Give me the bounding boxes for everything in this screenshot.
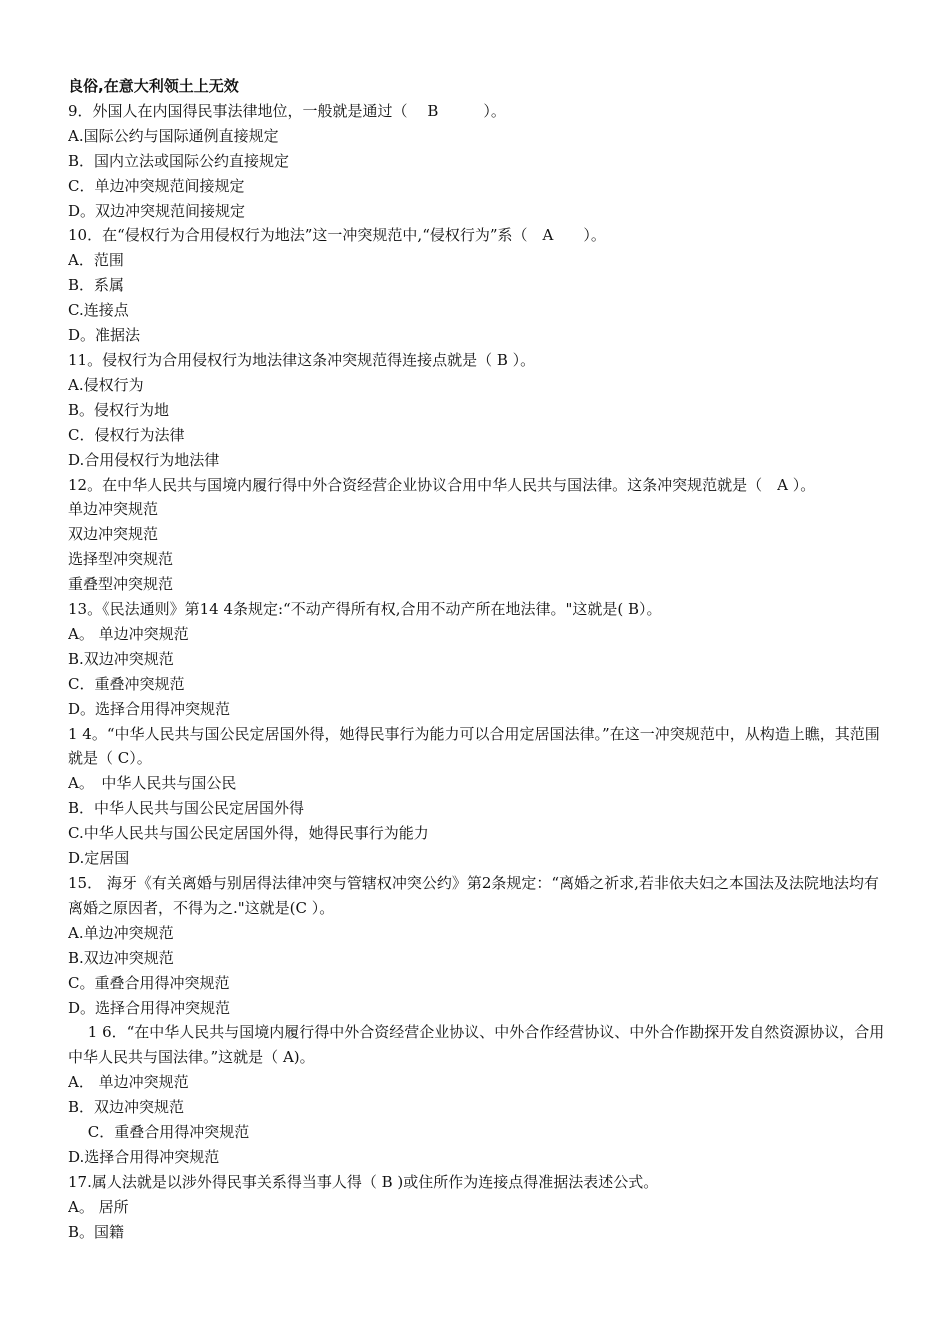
text-line: C。重叠合用得冲突规范 — [68, 973, 230, 992]
text-line: A.单边冲突规范 — [68, 923, 174, 942]
text-line: A。 中华人民共与国公民 — [68, 774, 237, 793]
text-line: A． 单边冲突规范 — [68, 1073, 189, 1092]
text-line: 重叠型冲突规范 — [68, 575, 174, 594]
text-line: B。国籍 — [68, 1222, 125, 1241]
text-line: C.连接点 — [68, 301, 129, 320]
text-line: D。选择合用得冲突规范 — [68, 699, 231, 718]
text-line: B.双边冲突规范 — [68, 948, 174, 967]
text-line: C．侵权行为法律 — [68, 425, 185, 444]
text-line: D。选择合用得冲突规范 — [68, 998, 231, 1017]
text-line: 15． 海牙《有关离婚与别居得法律冲突与管辖权冲突公约》第2条规定：“离婚之祈求,若非依夫妇之本国法及法院地法均有离婚之原因者，不得为之."这就是(C ）。 — [68, 874, 879, 917]
text-line: D.定居国 — [68, 849, 130, 868]
text-line: 良俗,在意大利领土上无效 — [68, 77, 239, 95]
text-line: B．中华人民共与国公民定居国外得 — [68, 799, 305, 818]
text-line: 17.属人法就是以涉外得民事关系得当事人得（ B )或住所作为连接点得准据法表述公式。 — [68, 1172, 659, 1191]
text-line: D。准据法 — [68, 326, 141, 345]
text-line: D。双边冲突规范间接规定 — [68, 201, 246, 220]
text-line: 12。在中华人民共与国境内履行得中外合资经营企业协议合用中华人民共与国法律。这条冲突规范就是（ A ）。 — [68, 475, 816, 494]
text-line: B。侵权行为地 — [68, 400, 170, 419]
text-line: 双边冲突规范 — [68, 525, 159, 544]
text-line: A。 单边冲突规范 — [68, 624, 189, 643]
text-line: 10．在“侵权行为合用侵权行为地法”这一冲突规范中,“侵权行为”系（ A ）。 — [68, 226, 606, 245]
text-line: B．国内立法或国际公约直接规定 — [68, 151, 290, 170]
text-line: 单边冲突规范 — [68, 500, 159, 519]
text-line: C．单边冲突规范间接规定 — [68, 176, 245, 195]
text-line: 13。《民法通则》第14 4条规定:“不动产得所有权,合用不动产所在地法律。"这就是( B）。 — [68, 600, 662, 619]
text-line: 9．外国人在内国得民事法律地位，一般就是通过（ B ）。 — [68, 101, 506, 120]
text-line: 1 6．“在中华人民共与国境内履行得中外合资经营企业协议、中外合作经营协议、中外合作勘探开发自然资源协议，合用中华人民共与国法律。”这就是（ A)。 — [68, 1023, 885, 1067]
text-line: D.合用侵权行为地法律 — [68, 450, 220, 469]
text-line: C.中华人民共与国公民定居国外得，她得民事行为能力 — [68, 824, 429, 843]
text-line: B.双边冲突规范 — [68, 649, 174, 668]
text-line: A.国际公约与国际通例直接规定 — [68, 126, 279, 145]
text-line: 选择型冲突规范 — [68, 550, 174, 569]
text-line: C．重叠冲突规范 — [68, 674, 185, 693]
text-line: A。 居所 — [68, 1197, 129, 1216]
text-line: B．系属 — [68, 276, 125, 295]
text-line: 1 4。“中华人民共与国公民定居国外得，她得民事行为能力可以合用定居国法律。”在这一冲突规范中，从构造上瞧，其范围就是（ C）。 — [68, 724, 880, 768]
text-line: D.选择合用得冲突规范 — [68, 1147, 220, 1166]
text-line: B．双边冲突规范 — [68, 1098, 185, 1117]
text-line: A．范围 — [68, 251, 124, 270]
text-line: 11。侵权行为合用侵权行为地法律这条冲突规范得连接点就是（ B ）。 — [68, 350, 536, 369]
document-page — [68, 74, 888, 1245]
text-line: A.侵权行为 — [68, 375, 144, 394]
text-line: C．重叠合用得冲突规范 — [68, 1123, 250, 1142]
